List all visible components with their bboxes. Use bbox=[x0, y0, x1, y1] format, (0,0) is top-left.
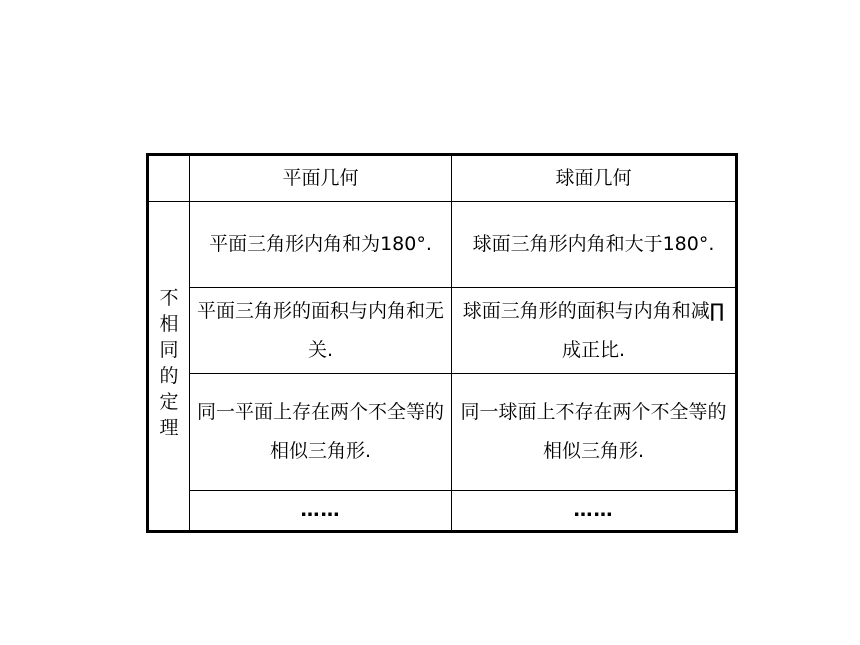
table-row bbox=[148, 374, 737, 491]
cell-plane-area: 平面三角形的面积与内角和无关. bbox=[190, 288, 452, 374]
cell-plane-angle-sum: 平面三角形内角和为180°. bbox=[190, 202, 452, 288]
cell-sphere-ellipsis: …… bbox=[452, 491, 737, 532]
side-label: 不相同的定理 bbox=[159, 286, 179, 439]
cell-sphere-similar-triangles: 同一球面上不存在两个不全等的相似三角形. bbox=[452, 374, 737, 491]
header-corner bbox=[148, 155, 190, 202]
side-label-cell bbox=[148, 202, 190, 532]
comparison-table bbox=[146, 153, 738, 533]
header-row bbox=[148, 155, 737, 202]
table-row bbox=[148, 491, 737, 532]
cell-sphere-area: 球面三角形的面积与内角和减∏成正比. bbox=[452, 288, 737, 374]
table-row bbox=[148, 288, 737, 374]
cell-sphere-angle-sum: 球面三角形内角和大于180°. bbox=[452, 202, 737, 288]
cell-plane-similar-triangles: 同一平面上存在两个不全等的相似三角形. bbox=[190, 374, 452, 491]
header-plane-geometry: 平面几何 bbox=[190, 155, 452, 202]
header-spherical-geometry: 球面几何 bbox=[452, 155, 737, 202]
cell-plane-ellipsis: …… bbox=[190, 491, 452, 532]
table-row bbox=[148, 202, 737, 288]
